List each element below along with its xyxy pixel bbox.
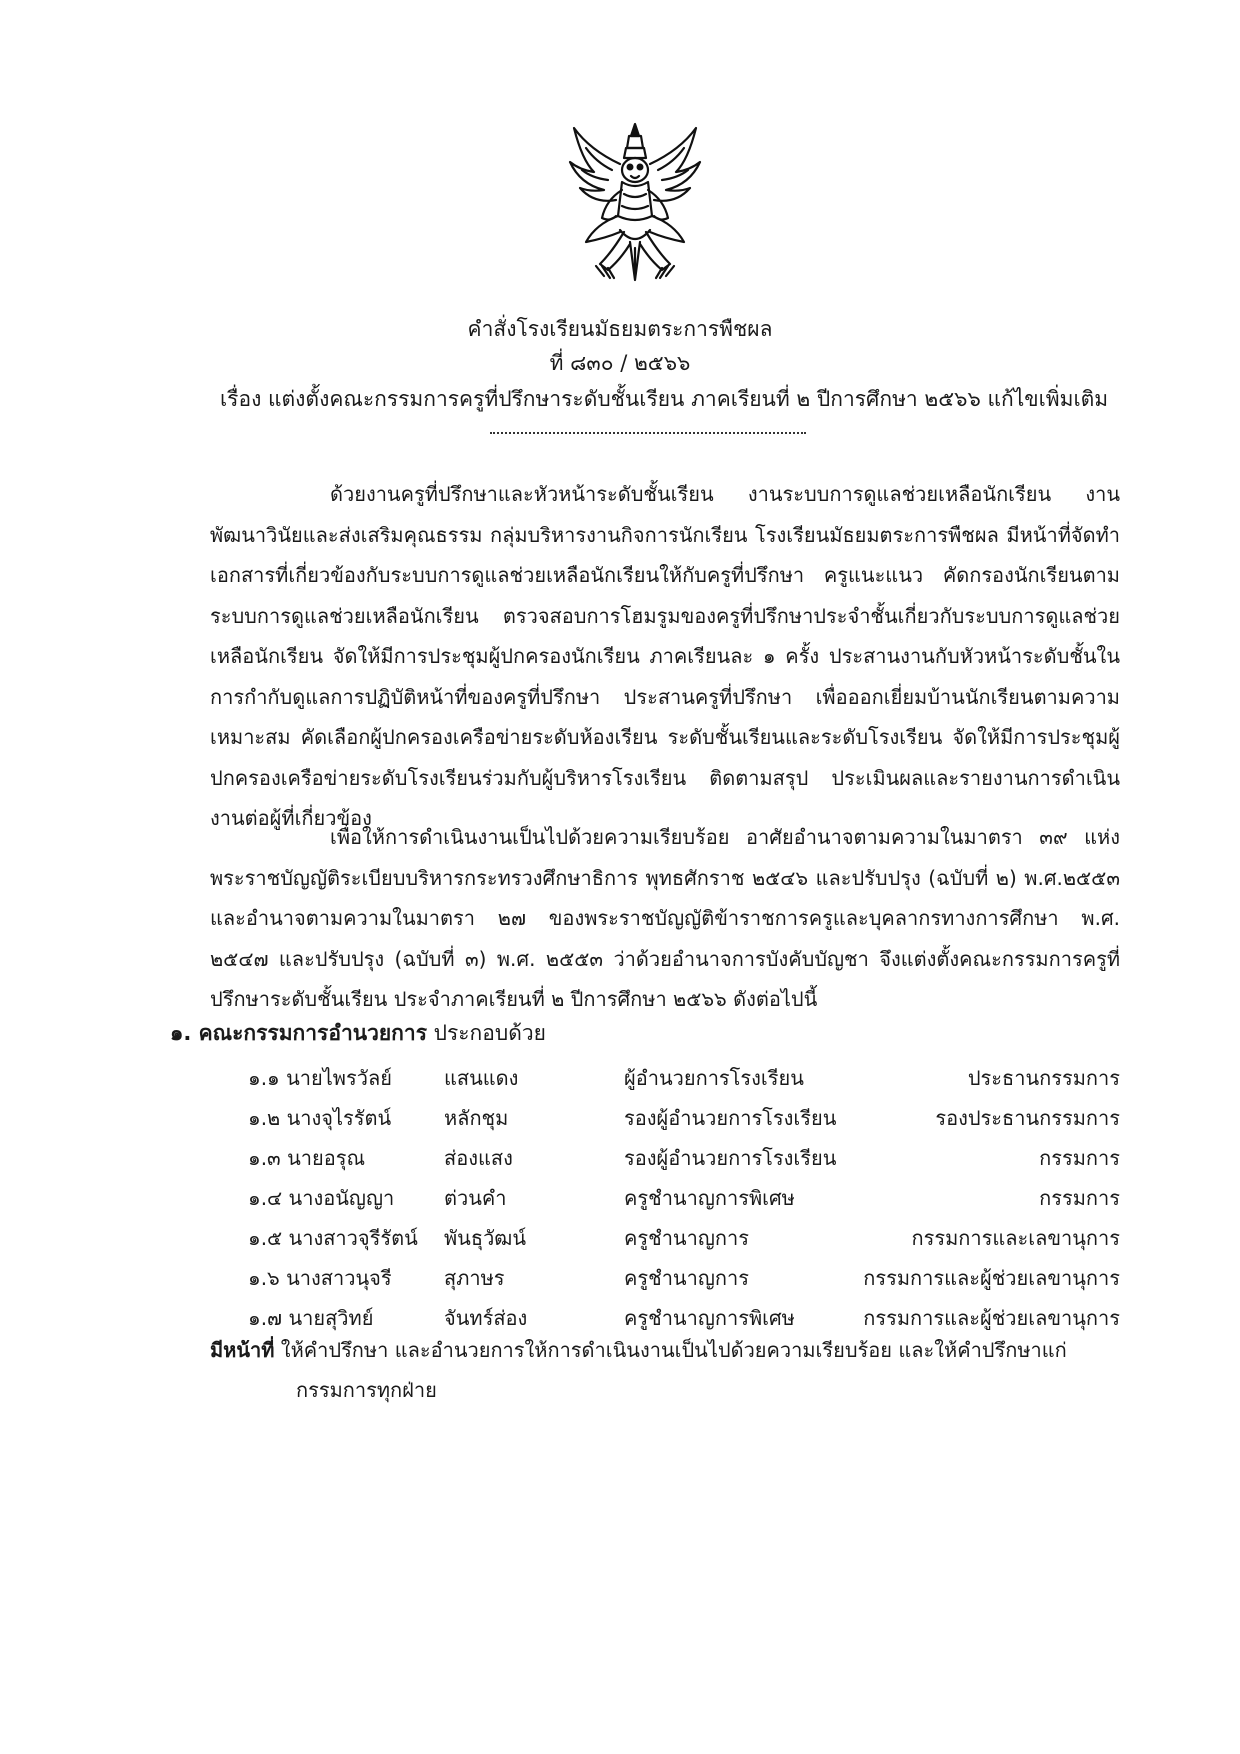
member-position: รองผู้อำนวยการโรงเรียน bbox=[624, 1146, 837, 1170]
member-name: ๑.๔ นางอนัญญา bbox=[248, 1186, 395, 1210]
member-surname: หลักชุม bbox=[444, 1106, 509, 1130]
member-surname: ต่วนคำ bbox=[444, 1186, 507, 1210]
separator-dotted-line bbox=[490, 432, 806, 434]
member-position: ครูชำนาญการ bbox=[624, 1226, 749, 1250]
member-name: ๑.๕ นางสาวจุรีรัตน์ bbox=[248, 1226, 418, 1250]
member-row bbox=[248, 1138, 1120, 1178]
section-1-heading bbox=[170, 1018, 546, 1048]
duty-label: มีหน้าที่ bbox=[210, 1338, 275, 1362]
duty-text-line-1: ให้คำปรึกษา และอำนวยการให้การดำเนินงานเป็นไปด้วยความเรียบร้อย และให้คำปรึกษาแก่ bbox=[274, 1338, 1067, 1362]
member-surname: แสนแดง bbox=[444, 1066, 519, 1090]
member-position: รองผู้อำนวยการโรงเรียน bbox=[624, 1106, 837, 1130]
order-title: คำสั่งโรงเรียนมัธยมตระการพืชผล bbox=[467, 317, 773, 341]
section-1-subtitle: ประกอบด้วย bbox=[426, 1021, 546, 1045]
member-role: กรรมการ bbox=[1039, 1186, 1120, 1210]
member-role: กรรมการและเลขานุการ bbox=[911, 1226, 1120, 1250]
member-role: ประธานกรรมการ bbox=[967, 1066, 1120, 1090]
member-surname: สุภาษร bbox=[444, 1266, 505, 1290]
member-position: ครูชำนาญการพิเศษ bbox=[624, 1306, 795, 1330]
member-name: ๑.๖ นางสาวนุจรี bbox=[248, 1266, 392, 1290]
member-name: ๑.๒ นางจุไรรัตน์ bbox=[248, 1106, 392, 1130]
member-position: ผู้อำนวยการโรงเรียน bbox=[624, 1066, 804, 1090]
member-role: กรรมการและผู้ช่วยเลขานุการ bbox=[863, 1306, 1120, 1330]
committee-member-list bbox=[248, 1058, 1120, 1338]
order-number: ที่ ๘๓๐ / ๒๕๖๖ bbox=[549, 351, 691, 375]
paragraph-intro: ด้วยงานครูที่ปรึกษาและหัวหน้าระดับชั้นเรียน งานระบบการดูแลช่วยเหลือนักเรียน งานพัฒนาวินัยและส่งเสริมคุณธรรม กลุ่มบริหารงานกิจการนักเรียน โรงเรียนมัธยมตระการพืชผล มีหน้าที่จัดทำเอกสารที่เกี่ยวข้องกับระบบการดูแลช่วยเหลือนักเรียนให้กับครูที่ปรึกษา ครูแนะแนว คัดกรองนักเรียนตามระบบการดูแลช่วยเหลือนักเรียน ตรวจสอบการโฮมรูมของครูที่ปรึกษาประจำชั้นเกี่ยวกับระบบการดูแลช่วยเหลือนักเรียน จัดให้มีการประชุมผู้ปกครองนักเรียน ภาคเรียนละ ๑ ครั้ง ประสานงานกับหัวหน้าระดับชั้นในการกำกับดูแลการปฏิบัติหน้าที่ของครูที่ปรึกษา ประสานครูที่ปรึกษา เพื่อออกเยี่ยมบ้านนักเรียนตามความเหมาะสม คัดเลือกผู้ปกครองเครือข่ายระดับห้องเรียน ระดับชั้นเรียนและระดับโรงเรียน จัดให้มีการประชุมผู้ปกครองเครือข่ายระดับโรงเรียนร่วมกับผู้บริหารโรงเรียน ติดตามสรุป ประเมินผลและรายงานการดำเนินงานต่อผู้ที่เกี่ยวข้อง bbox=[210, 482, 1120, 830]
paragraph-authority: เพื่อให้การดำเนินงานเป็นไปด้วยความเรียบร้อย อาศัยอำนาจตามความในมาตรา ๓๙ แห่งพระราชบัญญัติระเบียบบริหารกระทรวงศึกษาธิการ พุทธศักราช ๒๕๔๖ และปรับปรุง (ฉบับที่ ๒) พ.ศ.๒๕๕๓ และอำนาจตามความในมาตรา ๒๗ ของพระราชบัญญัติข้าราชการครูและบุคลากรทางการศึกษา พ.ศ. ๒๕๔๗ และปรับปรุง (ฉบับที่ ๓) พ.ศ. ๒๕๕๓ ว่าด้วยอำนาจการบังคับบัญชา จึงแต่งตั้งคณะกรรมการครูที่ปรึกษาระดับชั้นเรียน ประจำภาคเรียนที่ ๒ ปีการศึกษา ๒๕๖๖ ดังต่อไปนี้ bbox=[210, 825, 1120, 1011]
member-surname: จันทร์ส่อง bbox=[444, 1306, 528, 1330]
member-position: ครูชำนาญการพิเศษ bbox=[624, 1186, 795, 1210]
member-position: ครูชำนาญการ bbox=[624, 1266, 749, 1290]
member-role: กรรมการและผู้ช่วยเลขานุการ bbox=[863, 1266, 1120, 1290]
member-surname: พันธุวัฒน์ bbox=[444, 1226, 527, 1250]
member-name: ๑.๑ นายไพรวัลย์ bbox=[248, 1066, 392, 1090]
member-row bbox=[248, 1218, 1120, 1258]
duty-text-line-2: กรรมการทุกฝ่าย bbox=[296, 1378, 437, 1402]
duty-statement bbox=[210, 1330, 1120, 1410]
member-role: กรรมการ bbox=[1039, 1146, 1120, 1170]
order-subject: เรื่อง แต่งตั้งคณะกรรมการครูที่ปรึกษาระดับชั้นเรียน ภาคเรียนที่ ๒ ปีการศึกษา ๒๕๖๖ แก้ไขเพิ่มเติม bbox=[220, 387, 1109, 411]
member-row bbox=[248, 1178, 1120, 1218]
member-row bbox=[248, 1258, 1120, 1298]
member-row bbox=[248, 1098, 1120, 1138]
member-row bbox=[248, 1058, 1120, 1098]
member-role: รองประธานกรรมการ bbox=[935, 1106, 1120, 1130]
member-name: ๑.๓ นายอรุณ bbox=[248, 1146, 366, 1170]
member-name: ๑.๗ นายสุวิทย์ bbox=[248, 1306, 374, 1330]
member-surname: ส่องแสง bbox=[444, 1146, 513, 1170]
garuda-emblem-icon bbox=[560, 120, 710, 288]
section-1-title: ๑. คณะกรรมการอำนวยการ bbox=[170, 1021, 427, 1045]
